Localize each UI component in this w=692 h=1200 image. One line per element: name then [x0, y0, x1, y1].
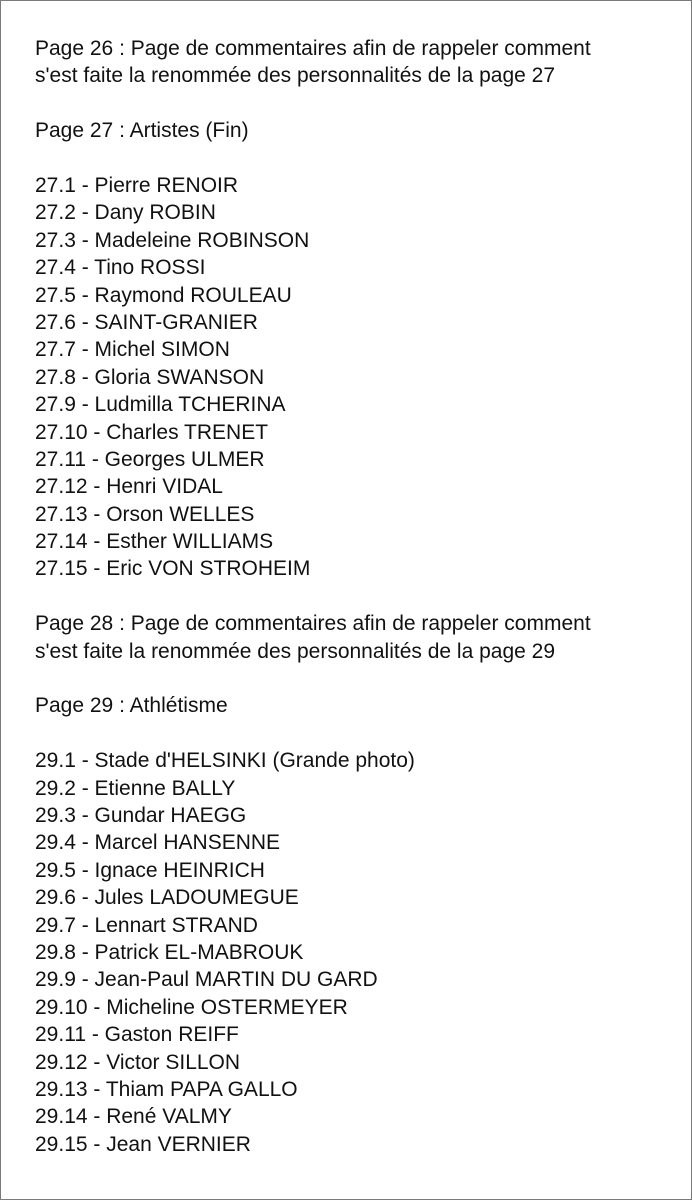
list-item: 29.12 - Victor SILLON — [35, 1050, 241, 1074]
list-item: 29.5 - Ignace HEINRICH — [35, 858, 265, 882]
list-item: 27.10 - Charles TRENET — [35, 420, 269, 444]
list-item: 29.11 - Gaston REIFF — [35, 1023, 239, 1047]
list-item: 27.3 - Madeleine ROBINSON — [35, 228, 310, 252]
list-item: 27.5 - Raymond ROULEAU — [35, 283, 292, 307]
list-item: 27.1 - Pierre RENOIR — [35, 174, 239, 197]
page-28-description — [35, 610, 685, 665]
page-27-artist-list — [35, 172, 685, 583]
text-line: s'est faite la renommée des personnalités de la page 27 — [35, 64, 555, 88]
list-item: 27.8 - Gloria SWANSON — [35, 365, 265, 389]
section-heading: Page 29 : Athlétisme — [35, 694, 228, 718]
list-item: 29.8 - Patrick EL-MABROUK — [35, 940, 304, 964]
list-item: 29.6 - Jules LADOUMEGUE — [35, 886, 299, 910]
list-item: 27.14 - Esther WILLIAMS — [35, 530, 274, 554]
page-29-athlete-list — [35, 747, 685, 1158]
list-item: 29.1 - Stade d'HELSINKI (Grande photo) — [35, 749, 415, 773]
list-item: 27.15 - Eric VON STROHEIM — [35, 557, 311, 581]
list-item: 27.13 - Orson WELLES — [35, 502, 255, 526]
list-item: 27.2 - Dany ROBIN — [35, 201, 216, 225]
list-item: 27.7 - Michel SIMON — [35, 338, 230, 362]
list-item: 29.15 - Jean VERNIER — [35, 1132, 251, 1156]
document-body — [35, 35, 685, 1158]
spacer — [35, 720, 685, 747]
text-line: s'est faite la renommée des personnalités de la page 29 — [35, 639, 555, 663]
spacer — [35, 145, 685, 172]
spacer — [35, 90, 685, 117]
list-item: 29.10 - Micheline OSTERMEYER — [35, 995, 348, 1019]
list-item: 29.3 - Gundar HAEGG — [35, 804, 247, 828]
list-item: 27.9 - Ludmilla TCHERINA — [35, 393, 286, 417]
page-29-heading — [35, 692, 685, 719]
list-item: 27.6 - SAINT-GRANIER — [35, 310, 258, 334]
list-item: 29.14 - René VALMY — [35, 1105, 232, 1129]
list-item: 29.2 - Etienne BALLY — [35, 776, 236, 800]
list-item: 27.4 - Tino ROSSI — [35, 256, 206, 280]
text-line: Page 26 : Page de commentaires afin de rappeler comment — [35, 37, 591, 60]
list-item: 27.12 - Henri VIDAL — [35, 475, 223, 499]
list-item: 29.13 - Thiam PAPA GALLO — [35, 1077, 298, 1101]
spacer — [35, 583, 685, 610]
list-item: 29.9 - Jean-Paul MARTIN DU GARD — [35, 968, 378, 992]
text-line: Page 28 : Page de commentaires afin de rappeler comment — [35, 612, 591, 636]
list-item: 29.7 - Lennart STRAND — [35, 913, 258, 937]
spacer — [35, 665, 685, 692]
list-item: 29.4 - Marcel HANSENNE — [35, 831, 281, 855]
page-27-heading — [35, 117, 685, 144]
section-heading: Page 27 : Artistes (Fin) — [35, 119, 249, 143]
page-26-description — [35, 35, 685, 90]
list-item: 27.11 - Georges ULMER — [35, 447, 265, 471]
